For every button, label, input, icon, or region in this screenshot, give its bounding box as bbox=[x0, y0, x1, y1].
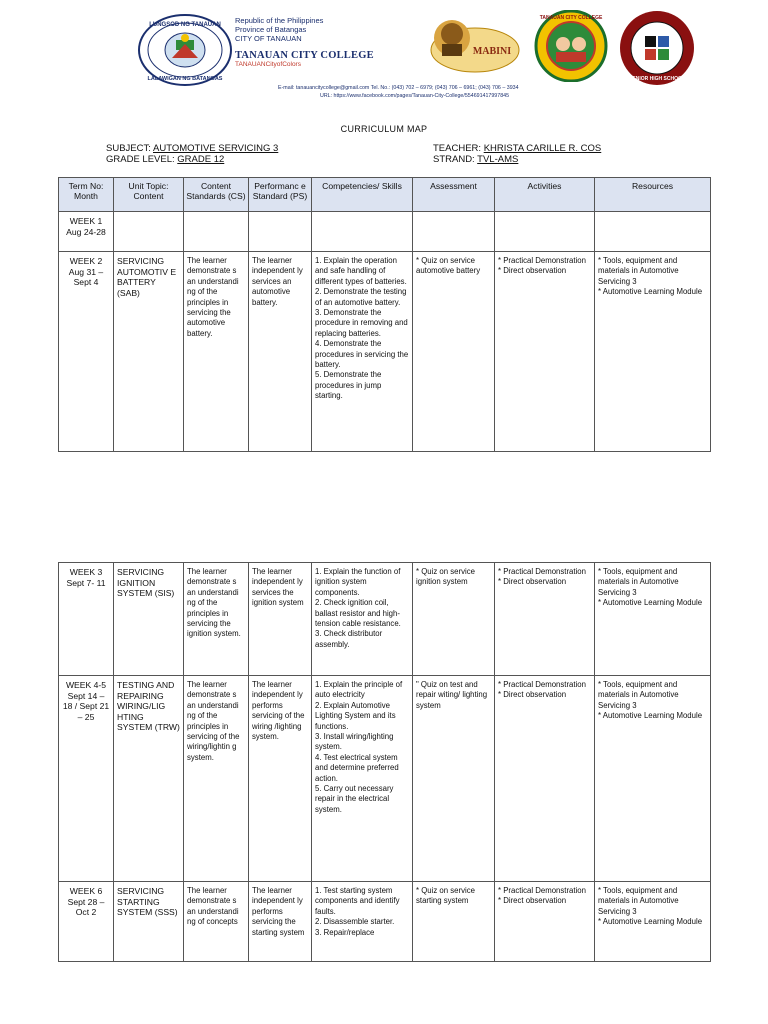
cell-ps bbox=[249, 676, 312, 882]
contact-info bbox=[278, 84, 519, 100]
subject-line bbox=[106, 143, 278, 154]
cell-resources bbox=[595, 563, 711, 676]
cell-text: WEEK 2 Aug 31 – Sept 4 bbox=[68, 256, 104, 288]
strand-value: TVL-AMS bbox=[477, 154, 519, 165]
cell-text: SERVICING AUTOMOTIV E BATTERY (SAB) bbox=[117, 256, 177, 298]
college-tagline: TANAUANCityofColors bbox=[235, 61, 301, 68]
cell-competencies bbox=[312, 676, 413, 882]
svg-text:LUNGSOD NG TANAUAN: LUNGSOD NG TANAUAN bbox=[149, 22, 221, 28]
cell-cs bbox=[184, 212, 249, 252]
letterhead-text bbox=[235, 16, 374, 69]
cell-text: 1. Explain the operation and safe handling of different types of batteries. 2. Demonstrate the testing of an automotive battery. 3. Demonstrate the procedure in removing and replacing batteries. 4. Demonstrate the procedures in servicing the battery. 5. Demonstrate the procedures in jump starting. bbox=[315, 256, 409, 401]
cell-week bbox=[59, 882, 114, 962]
header-performance-standard: Performanc e Standard (PS) bbox=[249, 178, 312, 212]
table-row bbox=[59, 882, 711, 962]
url-line: URL: https://www.facebook.com/pages/Tanauan-City-College/554691417997845 bbox=[320, 93, 510, 99]
cell-text: * Practical Demonstration * Direct observation bbox=[498, 567, 586, 587]
cell-text: 1. Explain the principle of auto electricity 2. Explain Automotive Lighting System and its functions. 3. Install wiring/lighting system. 4. Test electrical system and determine preferred action. 5. Carry out necessary repair in the electrical system. bbox=[315, 680, 403, 814]
strand-label: STRAND: bbox=[433, 154, 478, 165]
cell-ps bbox=[249, 882, 312, 962]
header-content-standards: Content Standards (CS) bbox=[184, 178, 249, 212]
header-activities: Activities bbox=[495, 178, 595, 212]
cell-text: SERVICING STARTING SYSTEM (SSS) bbox=[117, 886, 178, 918]
cell-text: 1. Explain the function of ignition system components. 2. Check ignition coil, ballast resistor and high-tension cable resistance. 3. Check distributor assembly. bbox=[315, 567, 401, 649]
table-row bbox=[59, 676, 711, 882]
cell-competencies bbox=[312, 563, 413, 676]
svg-text:TANAUAN CITY COLLEGE: TANAUAN CITY COLLEGE bbox=[539, 15, 603, 21]
cell-cs bbox=[184, 563, 249, 676]
header-competencies: Competencies/ Skills bbox=[312, 178, 413, 212]
mabini-seal-icon bbox=[420, 14, 530, 76]
cell-topic bbox=[114, 212, 184, 252]
cell-competencies bbox=[312, 882, 413, 962]
cell-text: * Practical Demonstration * Direct observation bbox=[498, 256, 586, 276]
cell-text: * Quiz on service automotive battery bbox=[416, 256, 481, 276]
cell-text: * Practical Demonstration * Direct observation bbox=[498, 886, 586, 906]
cell-competencies bbox=[312, 252, 413, 452]
cell-week bbox=[59, 676, 114, 882]
cell-text: The learner independent ly performs servicing the starting system bbox=[252, 886, 305, 937]
cell-assessment bbox=[413, 563, 495, 676]
table-row bbox=[59, 252, 711, 452]
cell-text: WEEK 6 Sept 28 – Oct 2 bbox=[67, 886, 105, 918]
cell-text: The learner independent ly services an automotive battery. bbox=[252, 256, 303, 307]
cell-text: * Quiz on service ignition system bbox=[416, 567, 475, 587]
college-name: TANAUAN CITY COLLEGE bbox=[235, 50, 374, 61]
mabini-seal-text: MABINI bbox=[472, 46, 512, 57]
cell-text: The learner demonstrate s an understandi ng of the principles in servicing of the wiring/lightin g system. bbox=[187, 680, 240, 762]
strand-line bbox=[433, 154, 518, 165]
cell-text: WEEK 3 Sept 7- 11 bbox=[66, 567, 106, 588]
svg-text:LALAWIGAN NG BATANGAS: LALAWIGAN NG BATANGAS bbox=[147, 76, 223, 82]
cell-activities bbox=[495, 563, 595, 676]
cell-activities bbox=[495, 212, 595, 252]
cell-text: The learner demonstrate s an understandi ng of the principles in servicing the automotive battery. bbox=[187, 256, 239, 338]
grade-value: GRADE 12 bbox=[177, 154, 225, 165]
province-line: Province of Batangas bbox=[235, 25, 307, 34]
cell-week bbox=[59, 563, 114, 676]
cell-text: The learner independent ly performs servicing of the wiring /lighting system. bbox=[252, 680, 305, 742]
senior-high-seal-icon bbox=[618, 10, 696, 86]
teacher-line bbox=[433, 143, 601, 154]
subject-value: AUTOMOTIVE SERVICING 3 bbox=[153, 143, 279, 154]
cell-cs bbox=[184, 882, 249, 962]
cell-week bbox=[59, 252, 114, 452]
cell-assessment bbox=[413, 882, 495, 962]
grade-line bbox=[106, 154, 224, 165]
cell-text: WEEK 1 Aug 24-28 bbox=[66, 216, 106, 237]
curriculum-table-1 bbox=[58, 177, 711, 452]
document-title: CURRICULUM MAP bbox=[340, 124, 428, 134]
college-seal-icon bbox=[530, 10, 612, 82]
cell-cs bbox=[184, 252, 249, 452]
cell-text: The learner demonstrate s an understandi ng of concepts bbox=[187, 886, 239, 927]
cell-topic bbox=[114, 676, 184, 882]
cell-activities bbox=[495, 676, 595, 882]
subject-label: SUBJECT: bbox=[106, 143, 153, 154]
table-header-row bbox=[59, 178, 711, 212]
cell-text: 1. Test starting system components and identify faults. 2. Disassemble starter. 3. Repair/replace bbox=[315, 886, 400, 937]
cell-text: * Practical Demonstration * Direct observation bbox=[498, 680, 586, 700]
tanauan-city-seal-icon bbox=[138, 14, 232, 86]
cell-text: WEEK 4-5 Sept 14 – 18 / Sept 21 – 25 bbox=[62, 680, 110, 722]
cell-activities bbox=[495, 252, 595, 452]
city-line: CITY OF TANAUAN bbox=[235, 34, 302, 43]
header-resources: Resources bbox=[595, 178, 711, 212]
cell-competencies bbox=[312, 212, 413, 252]
cell-week bbox=[59, 212, 114, 252]
teacher-value: KHRISTA CARILLE R. COS bbox=[483, 143, 602, 154]
cell-text: * Tools, equipment and materials in Automotive Servicing 3 * Automotive Learning Module bbox=[598, 567, 703, 608]
cell-text: The learner demonstrate s an understandi ng of the principles in servicing the ignition system. bbox=[187, 567, 241, 639]
cell-resources bbox=[595, 212, 711, 252]
cell-text: The learner independent ly services the ignition system bbox=[252, 567, 304, 608]
cell-resources bbox=[595, 252, 711, 452]
table-row bbox=[59, 563, 711, 676]
curriculum-table-2 bbox=[58, 562, 711, 962]
cell-text: * Tools, equipment and materials in Automotive Servicing 3 * Automotive Learning Module bbox=[598, 256, 703, 297]
cell-text: " Quiz on test and repair witing/ lighting system bbox=[416, 680, 488, 710]
republic-line: Republic of the Philippines bbox=[235, 16, 324, 25]
cell-text: TESTING AND REPAIRING WIRING/LIG HTING SYSTEM (TRW) bbox=[117, 680, 180, 733]
cell-activities bbox=[495, 882, 595, 962]
teacher-label: TEACHER: bbox=[433, 143, 484, 154]
cell-topic bbox=[114, 563, 184, 676]
cell-cs bbox=[184, 676, 249, 882]
table-row bbox=[59, 212, 711, 252]
header-term: Term No: Month bbox=[59, 178, 114, 212]
cell-ps bbox=[249, 212, 312, 252]
cell-ps bbox=[249, 252, 312, 452]
cell-resources bbox=[595, 676, 711, 882]
grade-label: GRADE LEVEL: bbox=[106, 154, 178, 165]
header-assessment: Assessment bbox=[413, 178, 495, 212]
cell-topic bbox=[114, 252, 184, 452]
cell-text: SERVICING IGNITION SYSTEM (SIS) bbox=[117, 567, 175, 599]
cell-resources bbox=[595, 882, 711, 962]
cell-text: * Quiz on service starting system bbox=[416, 886, 475, 906]
cell-text: * Tools, equipment and materials in Automotive Servicing 3 * Automotive Learning Module bbox=[598, 680, 703, 721]
cell-text: * Tools, equipment and materials in Automotive Servicing 3 * Automotive Learning Module bbox=[598, 886, 703, 927]
cell-ps bbox=[249, 563, 312, 676]
cell-topic bbox=[114, 882, 184, 962]
cell-assessment bbox=[413, 676, 495, 882]
cell-assessment bbox=[413, 212, 495, 252]
email-phone-line: E-mail: tanauancitycollege@gmail.com Tel. No.: (043) 702 – 6979; (043) 706 – 6961; (043) 706 – 3934 bbox=[278, 85, 519, 91]
cell-assessment bbox=[413, 252, 495, 452]
header-topic: Unit Topic: Content bbox=[114, 178, 184, 212]
svg-text:SENIOR HIGH SCHOOL: SENIOR HIGH SCHOOL bbox=[629, 76, 685, 82]
